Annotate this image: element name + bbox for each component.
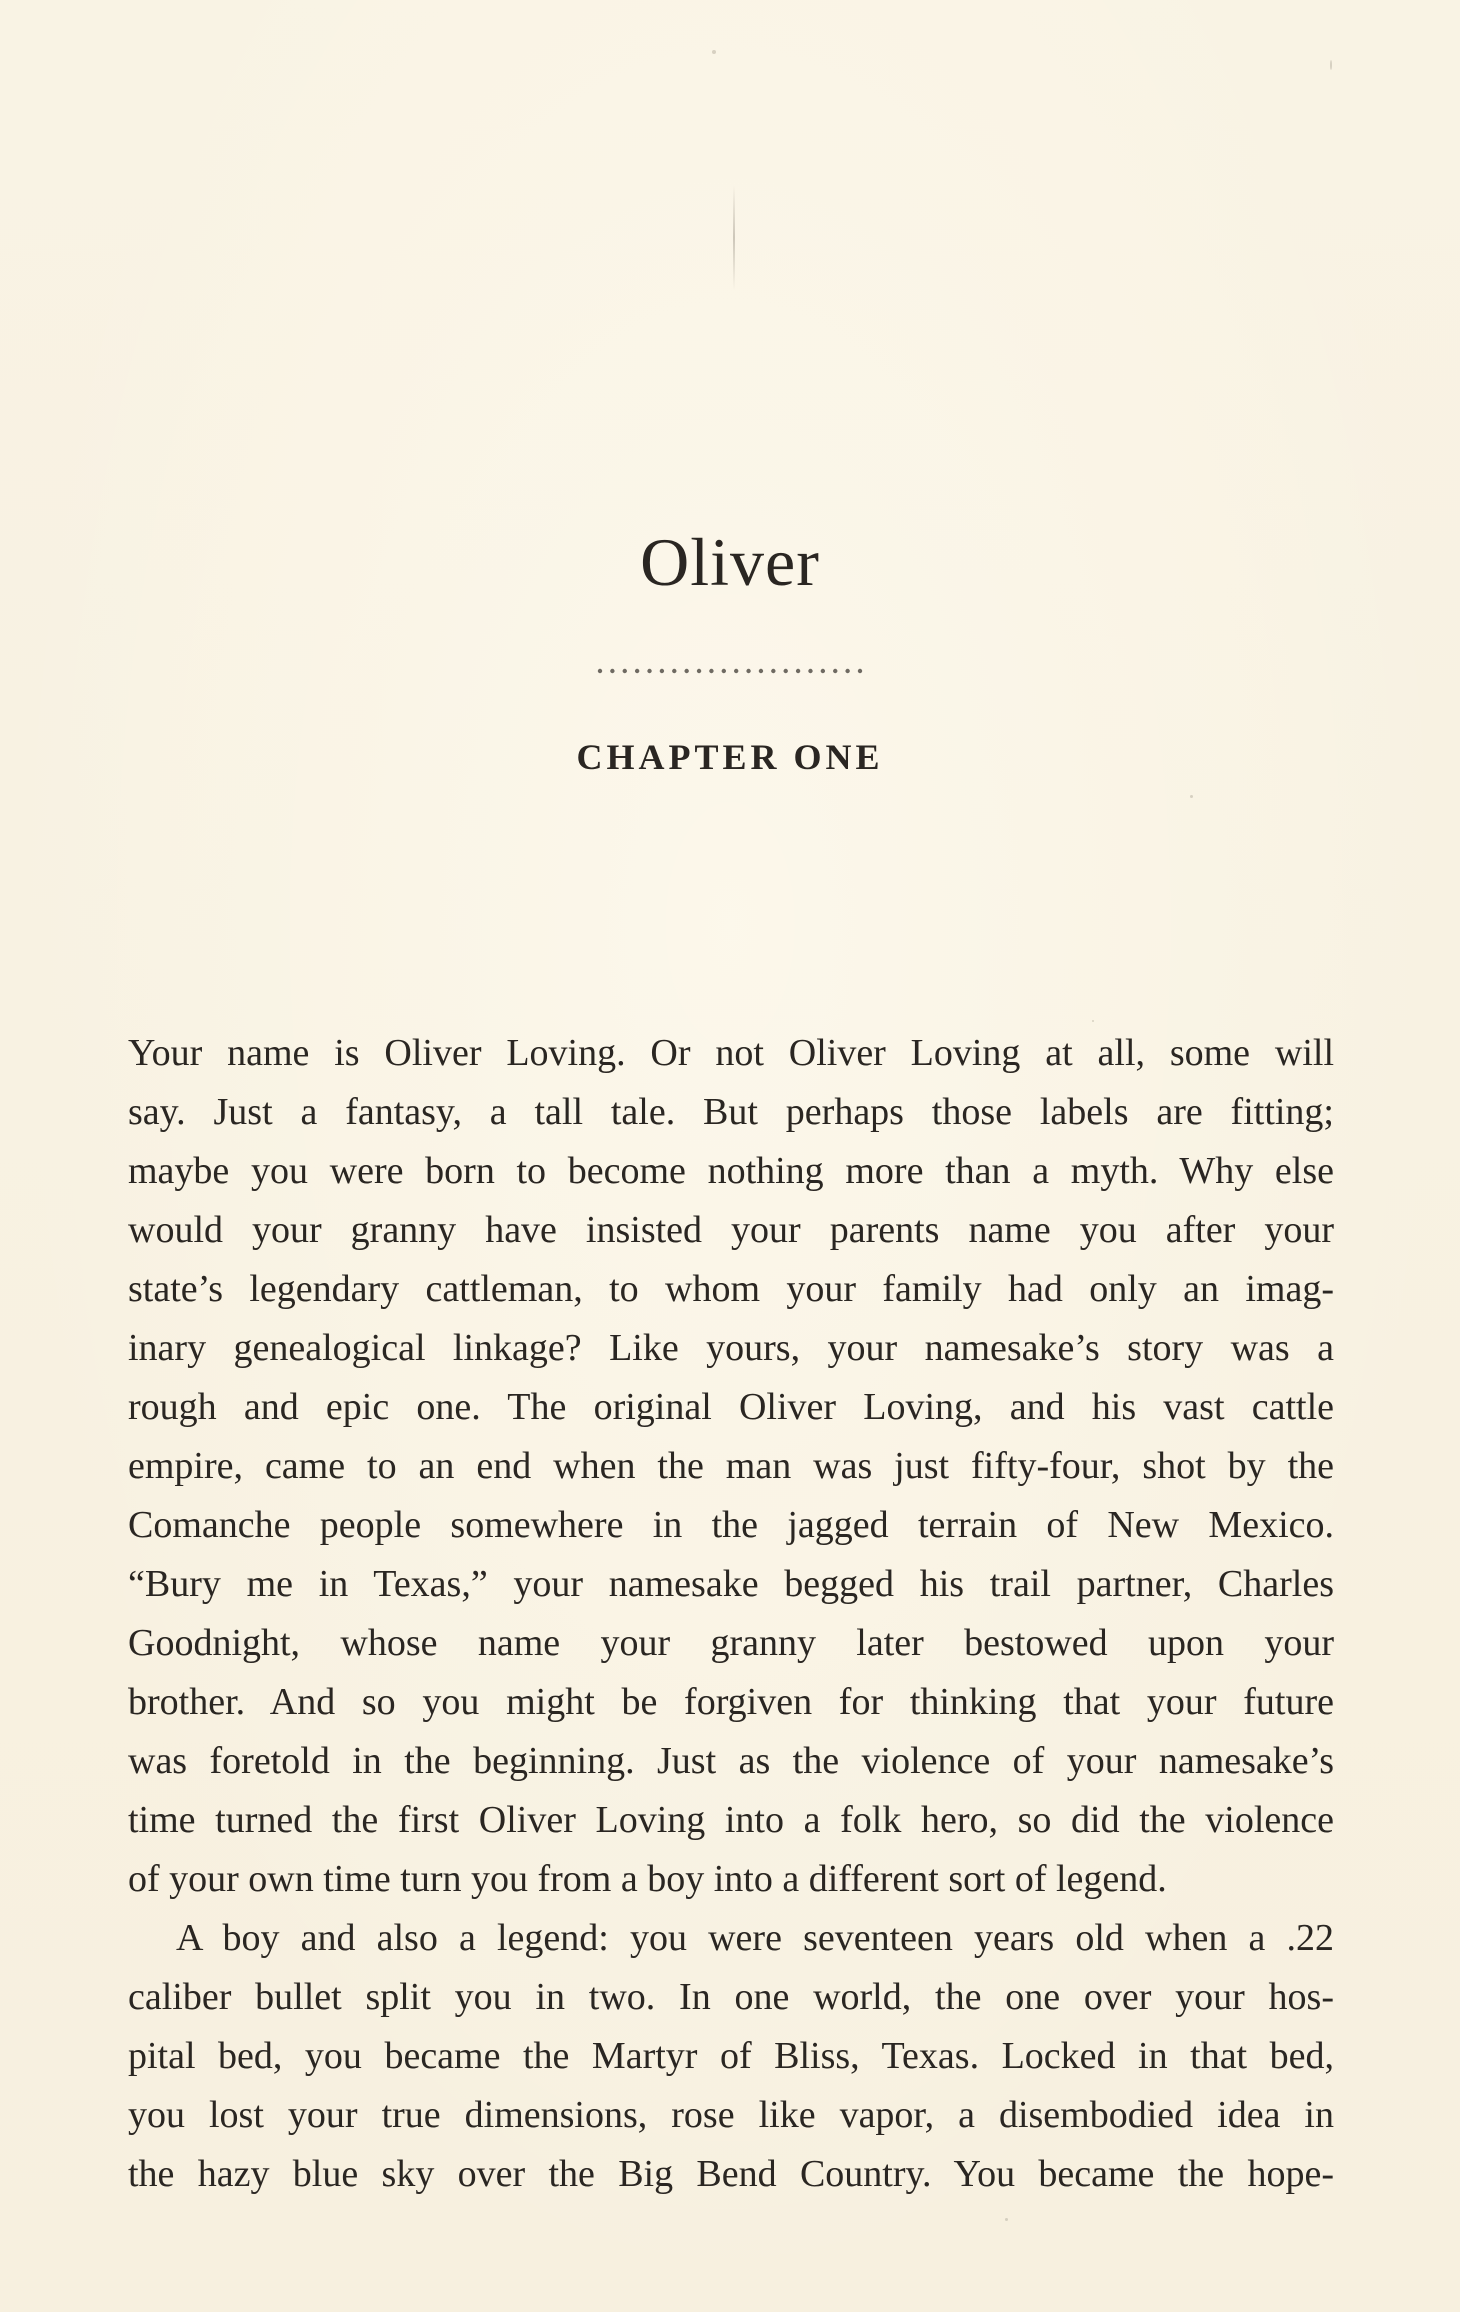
paragraph-2	[128, 1909, 1334, 2204]
text-line: you lost your true dimensions, rose like vapor, a disembodied idea in	[128, 2094, 1334, 2136]
ornament-dot	[796, 669, 800, 673]
ornament-dot	[697, 669, 701, 673]
text-line: Comanche people somewhere in the jagged terrain of New Mexico.	[128, 1504, 1334, 1546]
ornament-dot	[734, 669, 738, 673]
ornament-dot	[610, 669, 614, 673]
ornament-dot	[647, 669, 651, 673]
chapter-name: Oliver	[640, 524, 820, 600]
body-text	[128, 1024, 1334, 2204]
ornament-dot	[709, 669, 713, 673]
text-line: A boy and also a legend: you were seventeen years old when a .22	[176, 1917, 1334, 1959]
ornament-dot	[833, 669, 837, 673]
ornament-dot	[672, 669, 676, 673]
ornament-dot	[660, 669, 664, 673]
text-line: pital bed, you became the Martyr of Bliss, Texas. Locked in that bed,	[128, 2035, 1334, 2077]
ornament-dot	[784, 669, 788, 673]
text-line: time turned the first Oliver Loving into a folk hero, so did the violence	[128, 1799, 1334, 1841]
chapter-label: CHAPTER ONE	[576, 737, 884, 777]
text-line: was foretold in the beginning. Just as the violence of your namesake’s	[128, 1740, 1334, 1782]
paragraph-1	[128, 1024, 1334, 1909]
ornament-dot	[722, 669, 726, 673]
text-line: “Bury me in Texas,” your namesake begged his trail partner, Charles	[128, 1563, 1334, 1605]
ornament-dot	[684, 669, 688, 673]
text-line: maybe you were born to become nothing more than a myth. Why else	[128, 1150, 1334, 1192]
ornament-dot	[858, 669, 862, 673]
dotted-rule	[0, 664, 1460, 678]
text-line: Your name is Oliver Loving. Or not Oliver Loving at all, some will	[128, 1032, 1334, 1074]
ornament-dot	[635, 669, 639, 673]
text-line: rough and epic one. The original Oliver Loving, and his vast cattle	[128, 1386, 1334, 1428]
ornament-dot	[845, 669, 849, 673]
ornament-dot	[771, 669, 775, 673]
ornament-dot	[598, 669, 602, 673]
text-line: caliber bullet split you in two. In one world, the one over your hos-	[128, 1976, 1334, 2018]
text-line: of your own time turn you from a boy into a different sort of legend.	[128, 1858, 1167, 1900]
text-line: the hazy blue sky over the Big Bend Country. You became the hope-	[128, 2153, 1334, 2195]
text-line: state’s legendary cattleman, to whom your family had only an imag-	[128, 1268, 1334, 1310]
text-line: would your granny have insisted your parents name you after your	[128, 1209, 1334, 1251]
text-line: brother. And so you might be forgiven for thinking that your future	[128, 1681, 1334, 1723]
ornament-dot	[759, 669, 763, 673]
paper-mark	[733, 185, 735, 290]
ornament-dot	[808, 669, 812, 673]
text-line: inary genealogical linkage? Like yours, your namesake’s story was a	[128, 1327, 1334, 1369]
text-line: empire, came to an end when the man was just fifty-four, shot by the	[128, 1445, 1334, 1487]
ornament-dot	[746, 669, 750, 673]
ornament-dot	[821, 669, 825, 673]
text-line: say. Just a fantasy, a tall tale. But perhaps those labels are fitting;	[128, 1091, 1334, 1133]
ornament-dot	[623, 669, 627, 673]
text-line: Goodnight, whose name your granny later bestowed upon your	[128, 1622, 1334, 1664]
